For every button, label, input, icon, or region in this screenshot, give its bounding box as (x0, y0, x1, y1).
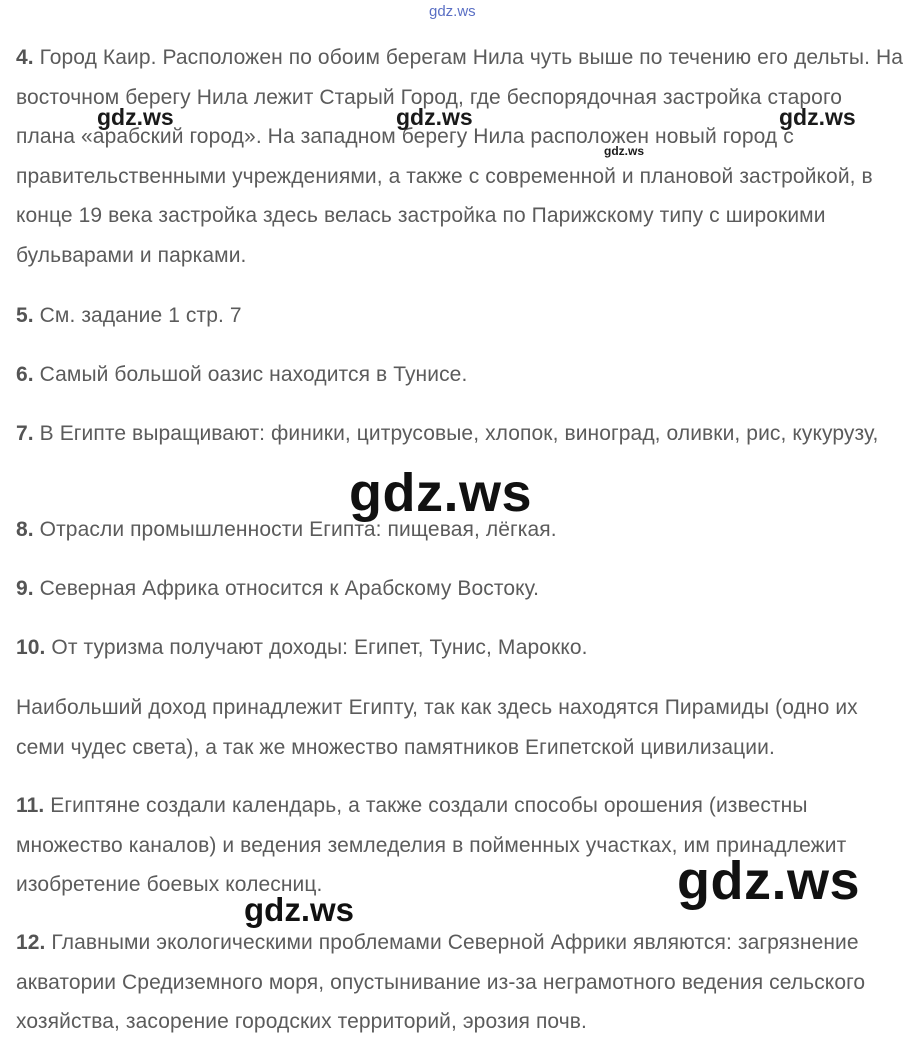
answer-text: Северная Африка относится к Арабскому Востоку. (33, 577, 540, 600)
answer-6 (16, 355, 906, 395)
watermark-right: gdz.ws (779, 104, 856, 130)
answer-5 (16, 296, 906, 336)
answer-text: В Египте выращивают: финики, цитрусовые, хлопок, виноград, оливки, рис, кукурузу, (33, 422, 879, 445)
watermark-lower-left: gdz.ws (244, 891, 355, 928)
watermark-left: gdz.ws (97, 104, 174, 130)
answer-number: 11. (16, 794, 45, 817)
answer-text: Наибольший доход принадлежит Египту, так как здесь находятся Пирамиды (одно их семи чудес света), а так же множество памятников Египетской цивилизации. (16, 696, 858, 759)
answer-4 (16, 38, 906, 275)
answer-number: 8. (16, 518, 34, 541)
answer-number: 10. (16, 636, 46, 659)
watermark-right-large: gdz.ws (677, 851, 861, 911)
answer-text: Отрасли промышленности Египта: пищевая, лёгкая. (33, 518, 557, 541)
answer-number: 4. (16, 46, 34, 69)
answer-number: 9. (16, 577, 34, 600)
answer-number: 12. (16, 931, 46, 954)
answer-number: 7. (16, 422, 34, 445)
answer-7 (16, 414, 906, 454)
answer-text: От туризма получают доходы: Египет, Тунис, Марокко. (45, 636, 588, 659)
watermark-tiny: gdz.ws (604, 144, 645, 158)
answer-text: Город Каир. Расположен по обоим берегам Нила чуть выше по течению его дельты. На восточном берегу Нила лежит Старый Город, где беспорядочная застройка старого плана «арабский город». На западном берегу Нила расположен новый город с правительственными учреждениями, а также с современной и плановой застройкой, в конце 19 века застройка здесь велась застройка по Парижскому типу с широкими бульварами и парками. (16, 46, 903, 267)
answer-10 (16, 628, 906, 668)
watermark-center-large: gdz.ws (349, 463, 533, 523)
watermark-middle: gdz.ws (396, 104, 473, 130)
answer-number: 6. (16, 363, 34, 386)
answer-9 (16, 569, 906, 609)
answer-text: Главными экологическими проблемами Северной Африки являются: загрязнение акватории Средиземного моря, опустынивание из-за неграмотного ведения сельского хозяйства, засорение городских территорий, эрозия почв. (16, 931, 866, 1033)
answer-text: Самый большой оазис находится в Тунисе. (33, 363, 468, 386)
answer-12 (16, 923, 906, 1042)
watermark-top: gdz.ws (429, 3, 476, 20)
answer-text: Египтяне создали календарь, а также создали способы орошения (известны множество каналов) и ведения земледелия в пойменных участках, им принадлежит изобретение боевых колесниц. (16, 794, 847, 896)
answer-number: 5. (16, 304, 34, 327)
answer-text: См. задание 1 стр. 7 (33, 304, 242, 327)
answer-10-continued (16, 688, 906, 767)
